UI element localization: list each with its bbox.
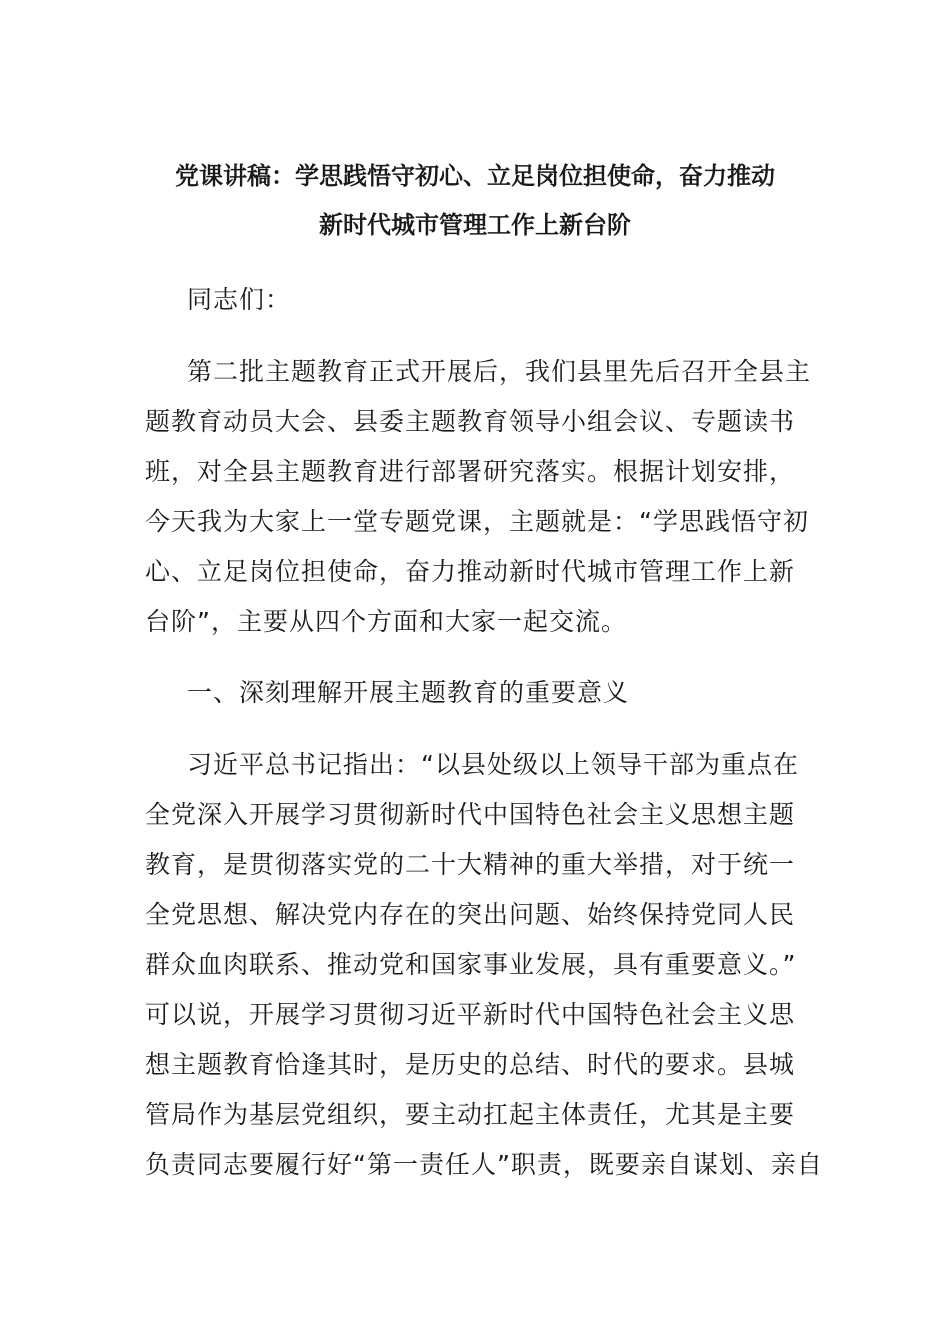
document-title-line-2: 新时代城市管理工作上新台阶 <box>319 211 631 239</box>
salutation: 同志们： <box>187 285 292 314</box>
section-heading: 一、深刻理解开展主题教育的重要意义 <box>187 678 630 707</box>
paragraph-line: 可以说，开展学习贯彻习近平新时代中国特色社会主义思 <box>145 1000 796 1029</box>
paragraph-line: 全党深入开展学习贯彻新时代中国特色社会主义思想主题 <box>145 800 796 829</box>
paragraph-line: 班，对全县主题教育进行部署研究落实。根据计划安排， <box>145 457 796 486</box>
paragraph-line: 题教育动员大会、县委主题教育领导小组会议、专题读书 <box>145 407 796 436</box>
paragraph-line: 负责同志要履行好“第一责任人”职责，既要亲自谋划、亲自 <box>145 1150 823 1179</box>
paragraph-line: 想主题教育恰逢其时，是历史的总结、时代的要求。县城 <box>145 1050 796 1079</box>
paragraph-line: 台阶”，主要从四个方面和大家一起交流。 <box>145 607 627 636</box>
paragraph-line: 教育，是贯彻落实党的二十大精神的重大举措，对于统一 <box>145 850 796 879</box>
paragraph-line: 习近平总书记指出：“以县处级以上领导干部为重点在 <box>187 750 799 779</box>
paragraph-line: 全党思想、解决党内存在的突出问题、始终保持党同人民 <box>145 900 796 929</box>
paragraph-line: 群众血肉联系、推动党和国家事业发展，具有重要意义。” <box>145 950 797 979</box>
paragraph-line: 今天我为大家上一堂专题党课，主题就是：“学思践悟守初 <box>145 507 809 536</box>
paragraph-line: 心、立足岗位担使命，奋力推动新时代城市管理工作上新 <box>145 557 796 586</box>
paragraph-line: 第二批主题教育正式开展后，我们县里先后召开全县主 <box>187 357 812 386</box>
paragraph-line: 管局作为基层党组织，要主动扛起主体责任，尤其是主要 <box>145 1100 796 1129</box>
document-title-line-1: 党课讲稿：学思践悟守初心、立足岗位担使命，奋力推动 <box>175 162 775 190</box>
